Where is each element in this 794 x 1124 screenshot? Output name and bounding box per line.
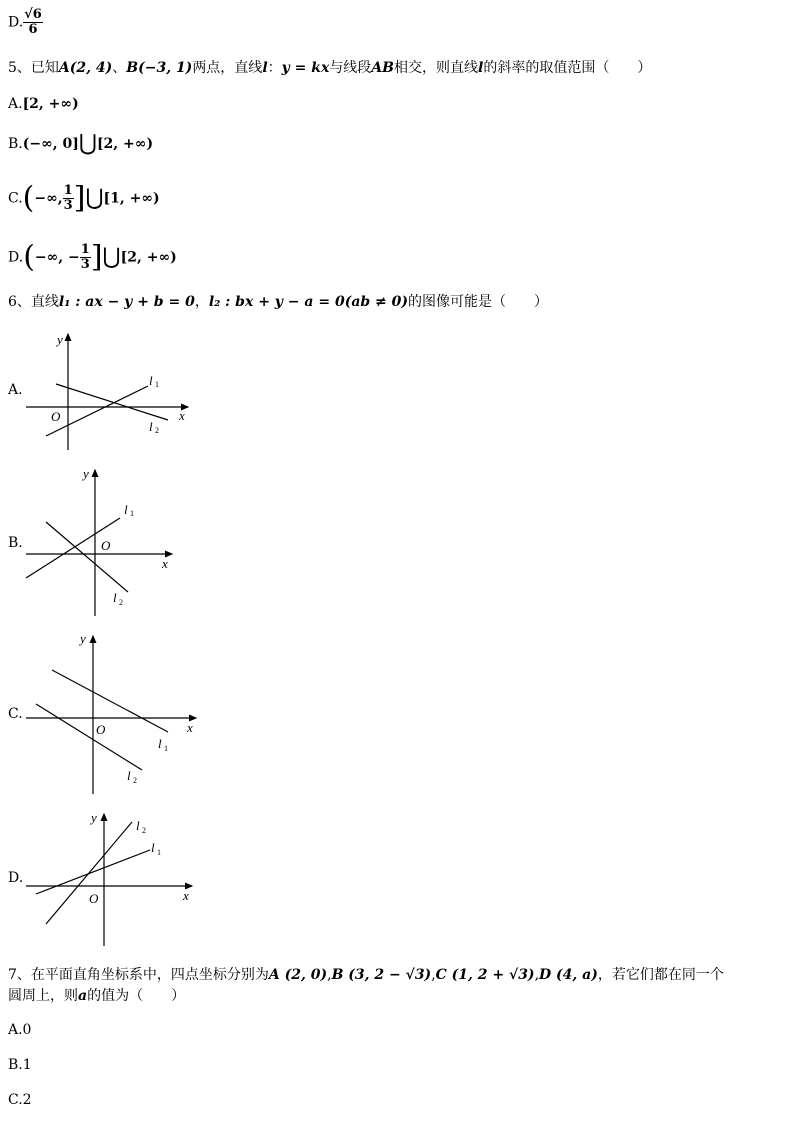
union-symbol: ⋃ xyxy=(102,244,121,270)
origin-label: O xyxy=(101,538,111,553)
l1-label: l xyxy=(158,736,162,751)
q7-stem-line2 xyxy=(8,986,185,1006)
segment-ab: AB xyxy=(371,60,395,76)
y-label: y xyxy=(57,332,63,347)
stem-text: 两点，直线 xyxy=(192,60,263,76)
interval-inner: −∞, − xyxy=(34,249,80,266)
q6-graph-b xyxy=(0,460,200,620)
fraction-denominator: 6 xyxy=(28,22,38,37)
variable-a: a xyxy=(78,988,88,1004)
l2-subscript: 2 xyxy=(133,776,137,785)
stem-text: 的图像可能是（ ） xyxy=(408,294,549,310)
l1-label: l xyxy=(151,840,155,855)
fraction xyxy=(63,184,74,213)
option-prefix: D. xyxy=(8,14,24,31)
q6-stem xyxy=(8,292,548,312)
l1-subscript: 1 xyxy=(164,744,168,753)
fraction-numerator: 1 xyxy=(80,242,90,257)
q6-graph-a xyxy=(0,322,200,452)
union-symbol: ⋃ xyxy=(85,185,104,211)
line-l: l xyxy=(262,60,268,76)
l2-subscript: 2 xyxy=(119,598,123,607)
option-prefix: C. xyxy=(8,190,23,207)
point-a: A(2, 4) xyxy=(58,60,113,76)
line-l1 xyxy=(36,850,150,894)
q5-stem xyxy=(8,58,651,78)
l2-label: l xyxy=(113,590,117,605)
origin-label: O xyxy=(96,722,106,737)
stem-text: 与线段 xyxy=(329,60,372,76)
fraction-denominator: 3 xyxy=(80,257,90,272)
option-prefix: B. xyxy=(8,136,23,152)
stem-text: 相交，则直线 xyxy=(394,60,479,76)
point-b: B(−3, 1) xyxy=(126,60,193,76)
l2-subscript: 2 xyxy=(155,426,159,435)
fraction-numerator: √6 xyxy=(24,7,42,22)
option-prefix: D. xyxy=(8,249,24,266)
fraction-numerator: 1 xyxy=(63,183,73,198)
option-text: [2, +∞) xyxy=(22,96,79,112)
point-d: D (4, a) xyxy=(539,967,598,983)
q6-graph-c xyxy=(0,628,210,798)
line-l2 xyxy=(46,822,132,924)
l2-label: l xyxy=(149,419,153,434)
x-label: x xyxy=(179,408,185,423)
colon: ： xyxy=(267,60,282,76)
stem-text: ，若它们都在同一个 xyxy=(597,967,724,983)
equation: y = kx xyxy=(281,60,330,76)
origin-label: O xyxy=(89,891,99,906)
interval-right: [2, +∞) xyxy=(96,136,154,152)
stem-text: 的值为（ ） xyxy=(87,988,186,1004)
point-c: C (1, 2 + √3) xyxy=(435,967,535,983)
q4-option-d[interactable] xyxy=(8,8,43,37)
q6-option-a-label[interactable]: A. xyxy=(8,382,23,398)
l1-subscript: 1 xyxy=(157,848,161,857)
q7-option-a[interactable]: A.0 xyxy=(8,1022,32,1038)
origin-label: O xyxy=(51,409,61,424)
stem-text: 6、直线 xyxy=(8,294,59,310)
union-symbol: ⋃ xyxy=(78,131,97,156)
separator: 、 xyxy=(112,60,127,76)
l1-subscript: 1 xyxy=(130,509,134,518)
q6-option-c-label[interactable]: C. xyxy=(8,706,23,722)
line-l2 xyxy=(36,704,142,770)
interval-inner: −∞, xyxy=(34,190,63,207)
stem-text: 圆周上，则 xyxy=(8,988,78,1004)
q6-option-d-label[interactable]: D. xyxy=(8,870,24,886)
q5-option-c[interactable] xyxy=(8,180,160,216)
interval-right: [1, +∞) xyxy=(103,190,160,207)
l1-label: l xyxy=(124,502,128,517)
comma: ， xyxy=(194,294,209,310)
x-label: x xyxy=(162,556,168,571)
interval-right: [2, +∞) xyxy=(120,249,177,266)
stem-text: 7、在平面直角坐标系中，四点坐标分别为 xyxy=(8,967,269,983)
interval-left: (−∞, 0] xyxy=(22,136,79,152)
y-label: y xyxy=(83,466,89,481)
q5-option-d[interactable] xyxy=(8,239,177,275)
stem-text: 5、已知 xyxy=(8,60,59,76)
point-b: B (3, 2 − √3) xyxy=(331,967,432,983)
q5-option-a[interactable] xyxy=(8,94,79,114)
l2-subscript: 2 xyxy=(142,826,146,835)
line-l1 xyxy=(52,670,168,732)
stem-text: 的斜率的取值范围（ ） xyxy=(483,60,652,76)
x-label: x xyxy=(183,888,189,903)
l1-subscript: 1 xyxy=(155,380,159,389)
line-l2-equation: l₂ : bx + y − a = 0(ab ≠ 0) xyxy=(208,294,409,310)
q7-option-b[interactable]: B.1 xyxy=(8,1057,32,1073)
left-paren: ( xyxy=(22,180,35,216)
option-prefix: A. xyxy=(8,96,23,112)
point-a: A (2, 0) xyxy=(268,967,328,983)
fraction xyxy=(23,8,43,37)
right-bracket: ] xyxy=(90,239,103,275)
x-label: x xyxy=(187,720,193,735)
q7-stem-line1: 7、在平面直角坐标系中，四点坐标分别为A (2, 0),B (3, 2 − √3),C (1, 2 + √3),D (4, a)，若它们都在同一个 xyxy=(8,967,724,983)
y-label: y xyxy=(91,810,97,825)
q5-option-b[interactable] xyxy=(8,131,154,156)
l2-label: l xyxy=(136,818,140,833)
q6-option-b-label[interactable]: B. xyxy=(8,535,23,551)
line-l1 xyxy=(46,386,148,436)
l2-label: l xyxy=(127,768,131,783)
left-paren: ( xyxy=(23,239,35,275)
q7-option-c[interactable]: C.2 xyxy=(8,1092,32,1108)
line-l1-equation: l₁ : ax − y + b = 0 xyxy=(58,294,195,310)
fraction-denominator: 3 xyxy=(63,198,73,213)
y-label: y xyxy=(80,631,86,646)
line-l2 xyxy=(56,384,168,420)
right-bracket: ] xyxy=(73,180,86,216)
fraction xyxy=(80,243,91,272)
l1-label: l xyxy=(149,373,153,388)
q6-graph-d xyxy=(0,806,210,948)
line-l: l xyxy=(478,60,484,76)
